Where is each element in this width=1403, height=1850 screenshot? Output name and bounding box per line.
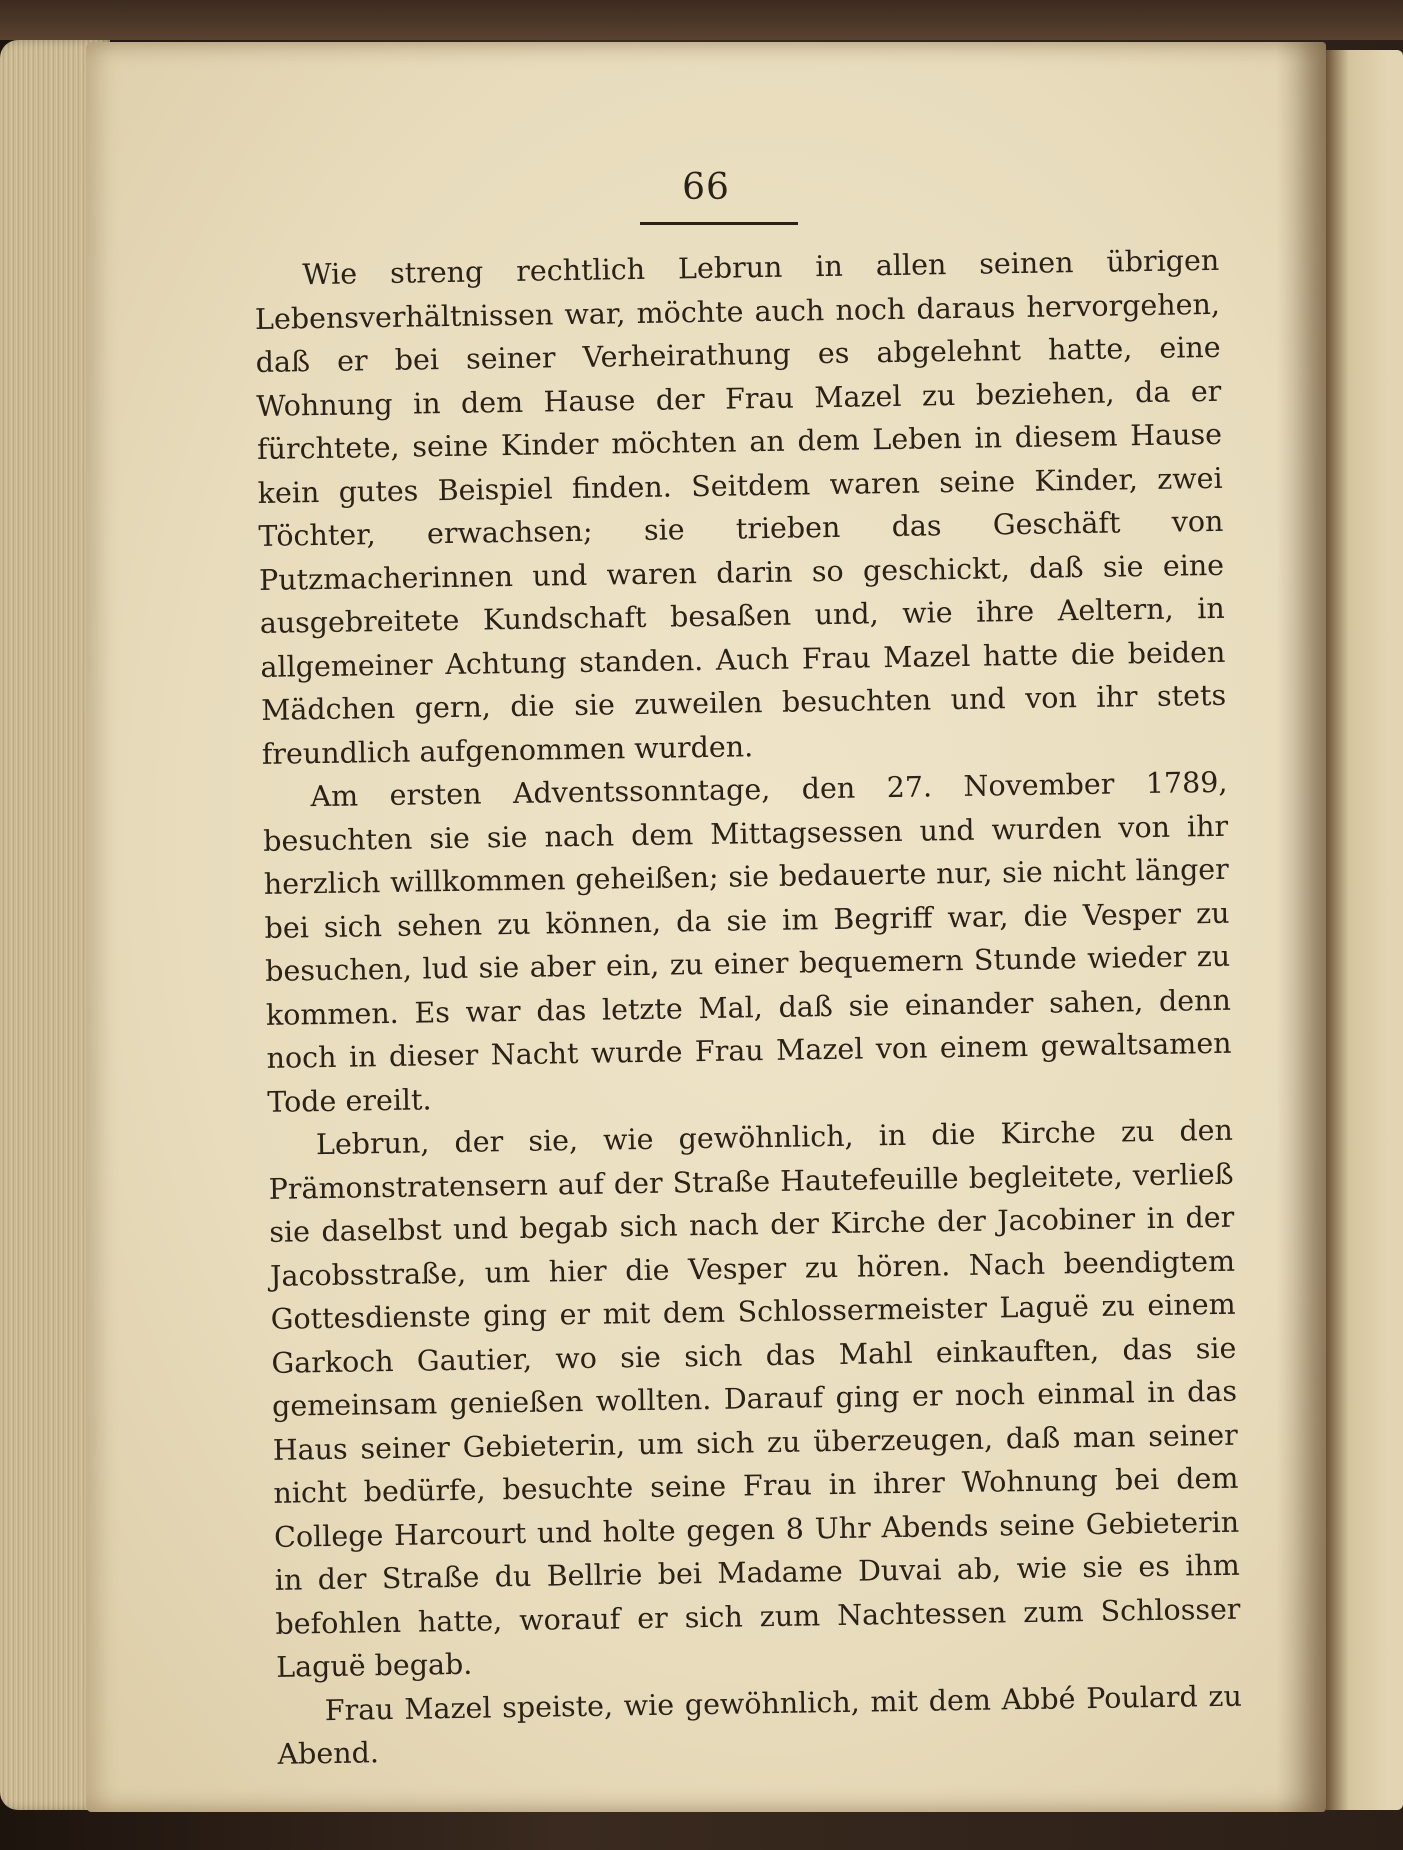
page-number: 66 [682,167,730,208]
body-text [254,239,1243,1776]
paragraph: Am ersten Adventssonntage, den 27. November 1789, besuchten sie sie nach dem Mittagsessen und wurden von ihr herzlich willkommen geheißen; sie bedauerte nur, sie nicht länger bei sich sehen zu können, da sie im Begriff war, die Vesper zu besuchen, lud sie aber ein, zu einer bequemern Stunde wieder zu kommen. Es war das letzte Mal, daß sie einander sahen, denn noch in dieser Nacht wurde Frau Mazel von einem gewaltsamen Tode ereilt. [262,765,1232,1119]
book-cover-top [0,0,1403,40]
paragraph: Wie streng rechtlich Lebrun in allen seinen übrigen Lebensverhältnissen war, möchte auch noch daraus hervorgehen, daß er bei seiner Verheirathung es abgelehnt hatte, eine Wohnung in dem Hause der Frau Mazel zu beziehen, da er fürchtete, seine Kinder möchten an dem Leben in diesem Hause kein gutes Beispiel finden. Seitdem waren seine Kinder, zwei Töchter, erwachsen; sie trieben das Geschäft von Putzmacherinnen und waren darin so geschickt, daß sie eine ausgebreitete Kundschaft besaßen und, wie ihre Aeltern, in allgemeiner Achtung standen. Auch Frau Mazel hatte die beiden Mädchen gern, die sie zuweilen besuchten und von ihr stets freundlich aufgenommen wurden. [254,243,1227,771]
paragraph: Frau Mazel speiste, wie gewöhnlich, mit dem Abbé Poulard zu Abend. [277,1679,1243,1771]
gutter-shadow [1276,42,1326,1812]
page-number-rule [640,222,798,225]
book-page [86,42,1326,1812]
facing-page-edge [1326,50,1403,1810]
paragraph: Lebrun, der sie, wie gewöhnlich, in die Kirche zu den Prämonstratensern auf der Straße Hautefeuille begleitete, verließ sie daselbst und begab sich nach der Kirche der Jacobiner in der Jacobsstraße, um hier die Vesper zu hören. Nach beendigtem Gottesdienste ging er mit dem Schlossermeister Laguë zu einem Garkoch Gautier, wo sie sich das Mahl einkauften, das sie gemeinsam genießen wollten. Darauf ging er noch einmal in das Haus seiner Gebieterin, um sich zu überzeugen, daß man seiner nicht bedürfe, besuchte seine Frau in ihrer Wohnung bei dem College Harcourt und holte gegen 8 Uhr Abends seine Gebieterin in der Straße du Bellrie bei Madame Duvai ab, wie sie es ihm befohlen hatte, worauf er sich zum Nachtessen zum Schlosser Laguë begab. [268,1113,1241,1684]
